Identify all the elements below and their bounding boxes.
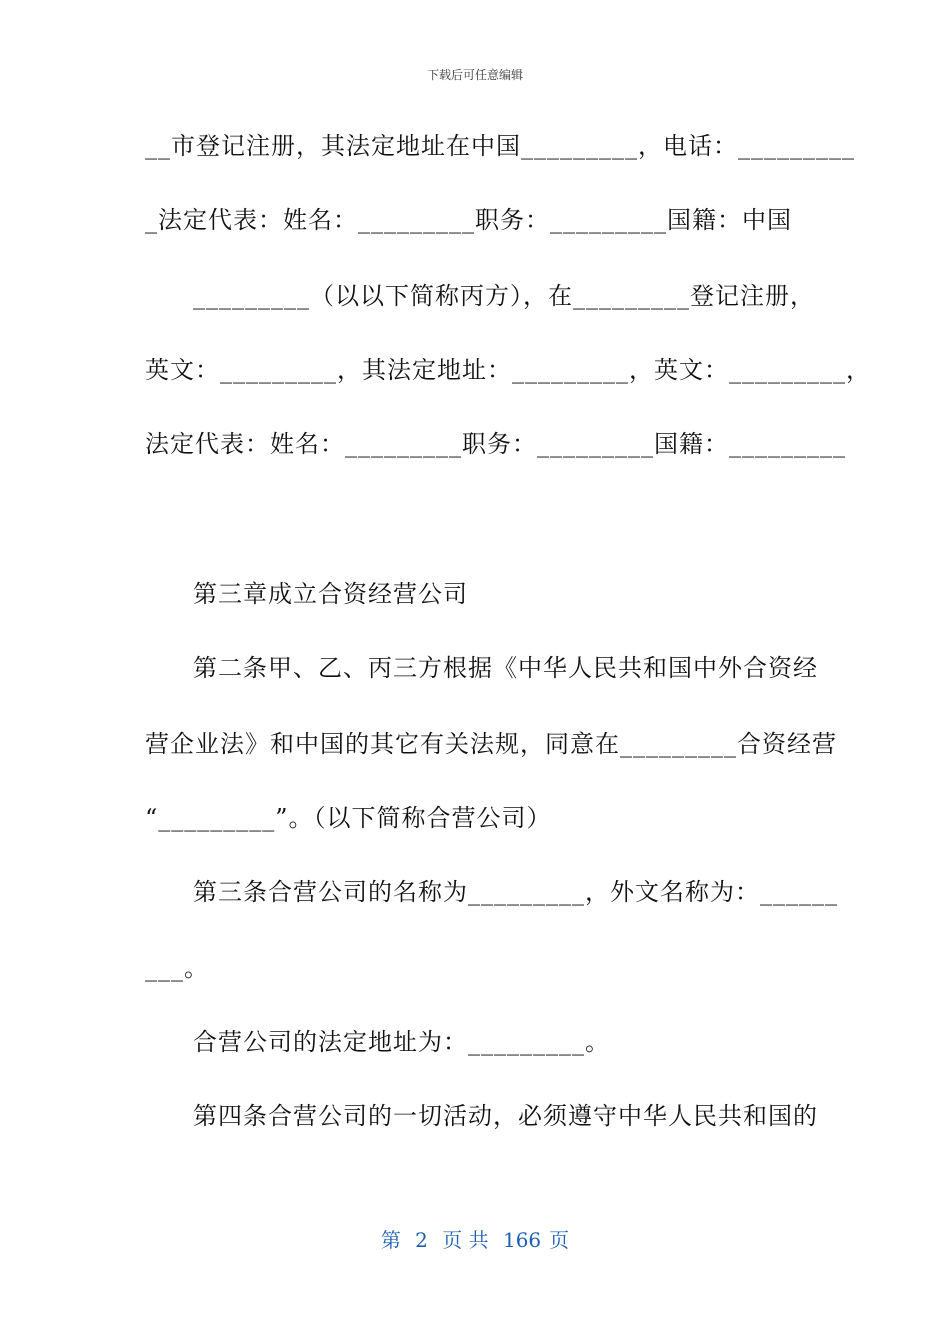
chapter-heading: 第三章成立合资经营公司 [193,580,468,608]
text-line: _________（以以下简称丙方），在_________登记注册， [193,282,815,310]
text-line: 第二条甲、乙、丙三方根据《中华人民共和国中外合资经 [193,654,818,682]
text-line: 第四条合营公司的一切活动，必须遵守中华人民共和国的 [193,1102,818,1130]
text-line: 合营公司的法定地址为：_________。 [193,1028,610,1056]
text-line: 英文：_________，其法定地址：_________，英文：_________， [145,356,871,384]
footer-prefix: 第 [380,1228,401,1252]
footer-middle: 页 共 [442,1228,489,1252]
total-pages: 166 [502,1228,542,1252]
text-line: 营企业法》和中国的其它有关法规，同意在_________合资经营 [145,730,837,758]
text-line: “_________”。（以下简称合营公司） [145,804,552,832]
text-line: 法定代表：姓名：_________职务：_________国籍：_________ [145,430,846,458]
page-footer [0,1224,950,1253]
text-line: 第三条合营公司的名称为_________，外文名称为：______ [193,878,838,906]
page-header: 下载后可任意编辑 [426,68,523,82]
footer-suffix: 页 [549,1228,570,1252]
text-line: _法定代表：姓名：_________职务：_________国籍：中国 [145,206,792,234]
current-page-number: 2 [415,1228,428,1252]
text-line: ___。 [145,954,209,982]
text-line: __市登记注册，其法定地址在中国_________，电话：_________ [145,132,855,160]
